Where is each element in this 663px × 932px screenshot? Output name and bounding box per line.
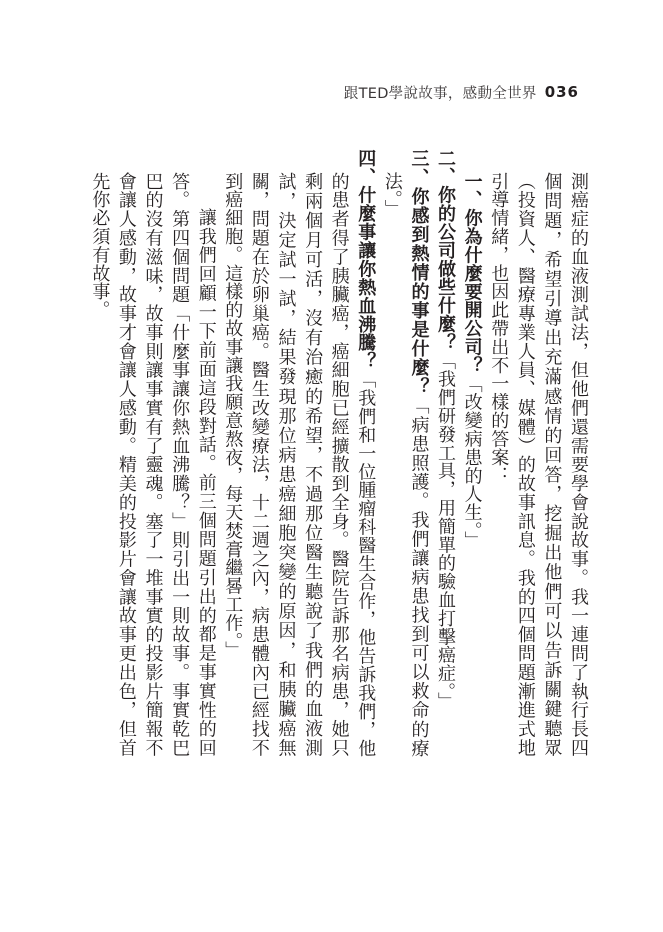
question-text: 你為什麼要開公司？ (461, 208, 483, 375)
answer-text: 「改變病患的人生。」 (461, 374, 483, 550)
question-marker: 二、 (435, 148, 457, 186)
intro-paragraph: 測癌症的血液測試法，但他們還需要學會說故事。我一連問了執行長四個問題，希望引導出充滿感情的回答，挖掘出他們可以告訴關鍵聽眾（投資人、醫療專業人員、媒體）的故事訊息。我的四個問題漸進式地引導情緒，也因此帶出不一樣的答案： (488, 172, 589, 757)
body-text (71, 148, 591, 757)
running-head (344, 80, 579, 104)
question-marker: 四、 (355, 148, 377, 186)
closing-paragraph: 讓我們回顧一下前面這段對話。前三個問題引出的都是事實性的回答。第四個問題「什麼事讓你熱血沸騰？」則引出一則故事。事實乾巴巴的沒有滋味，故事則讓事實有了靈魂。塞了一堆事實的投影片簡報不會讓人感動，故事才會讓人感動。精美的投影片會讓故事更出色，但首先你必須有故事。 (89, 172, 217, 757)
question-item-1 (458, 172, 485, 757)
answer-text: 「病患照護。我們讓病患找到可以救命的療法。」 (381, 172, 430, 757)
question-text: 你感到熱情的事是什麼？ (408, 186, 430, 397)
question-marker: 一、 (461, 172, 483, 209)
page-number: 036 (544, 83, 579, 101)
question-marker: 三、 (408, 148, 430, 187)
question-item-3 (378, 148, 431, 757)
answer-text: 「我們研發工具，用簡單的驗血打擊癌症。」 (435, 351, 457, 711)
running-head-title: 跟TED學說故事，感動全世界 (343, 85, 537, 102)
question-text: 你的公司做些什麼？ (435, 185, 457, 352)
question-item-4 (219, 148, 379, 757)
answer-text: 「我們和一位腫瘤科醫生合作，他告訴我們，他的患者得了胰臟癌，癌細胞已經擴散到全身。醫院告訴那名病患，她只剩兩個月可活，沒有治癒的希望，不過那位醫生聽說了我們的血液測試，決定試一試，結果發現那位病患癌細胞突變的原因，和胰臟癌無關，問題在於卵巢癌。醫生改變療法，十二週之內，病患體內已經找不到癌細胞。這樣的故事讓我願意熬夜，每天焚膏繼晷工作。」 (222, 172, 377, 757)
question-text: 什麼事讓你熱血沸騰？ (355, 185, 377, 370)
question-item-2 (431, 148, 458, 757)
